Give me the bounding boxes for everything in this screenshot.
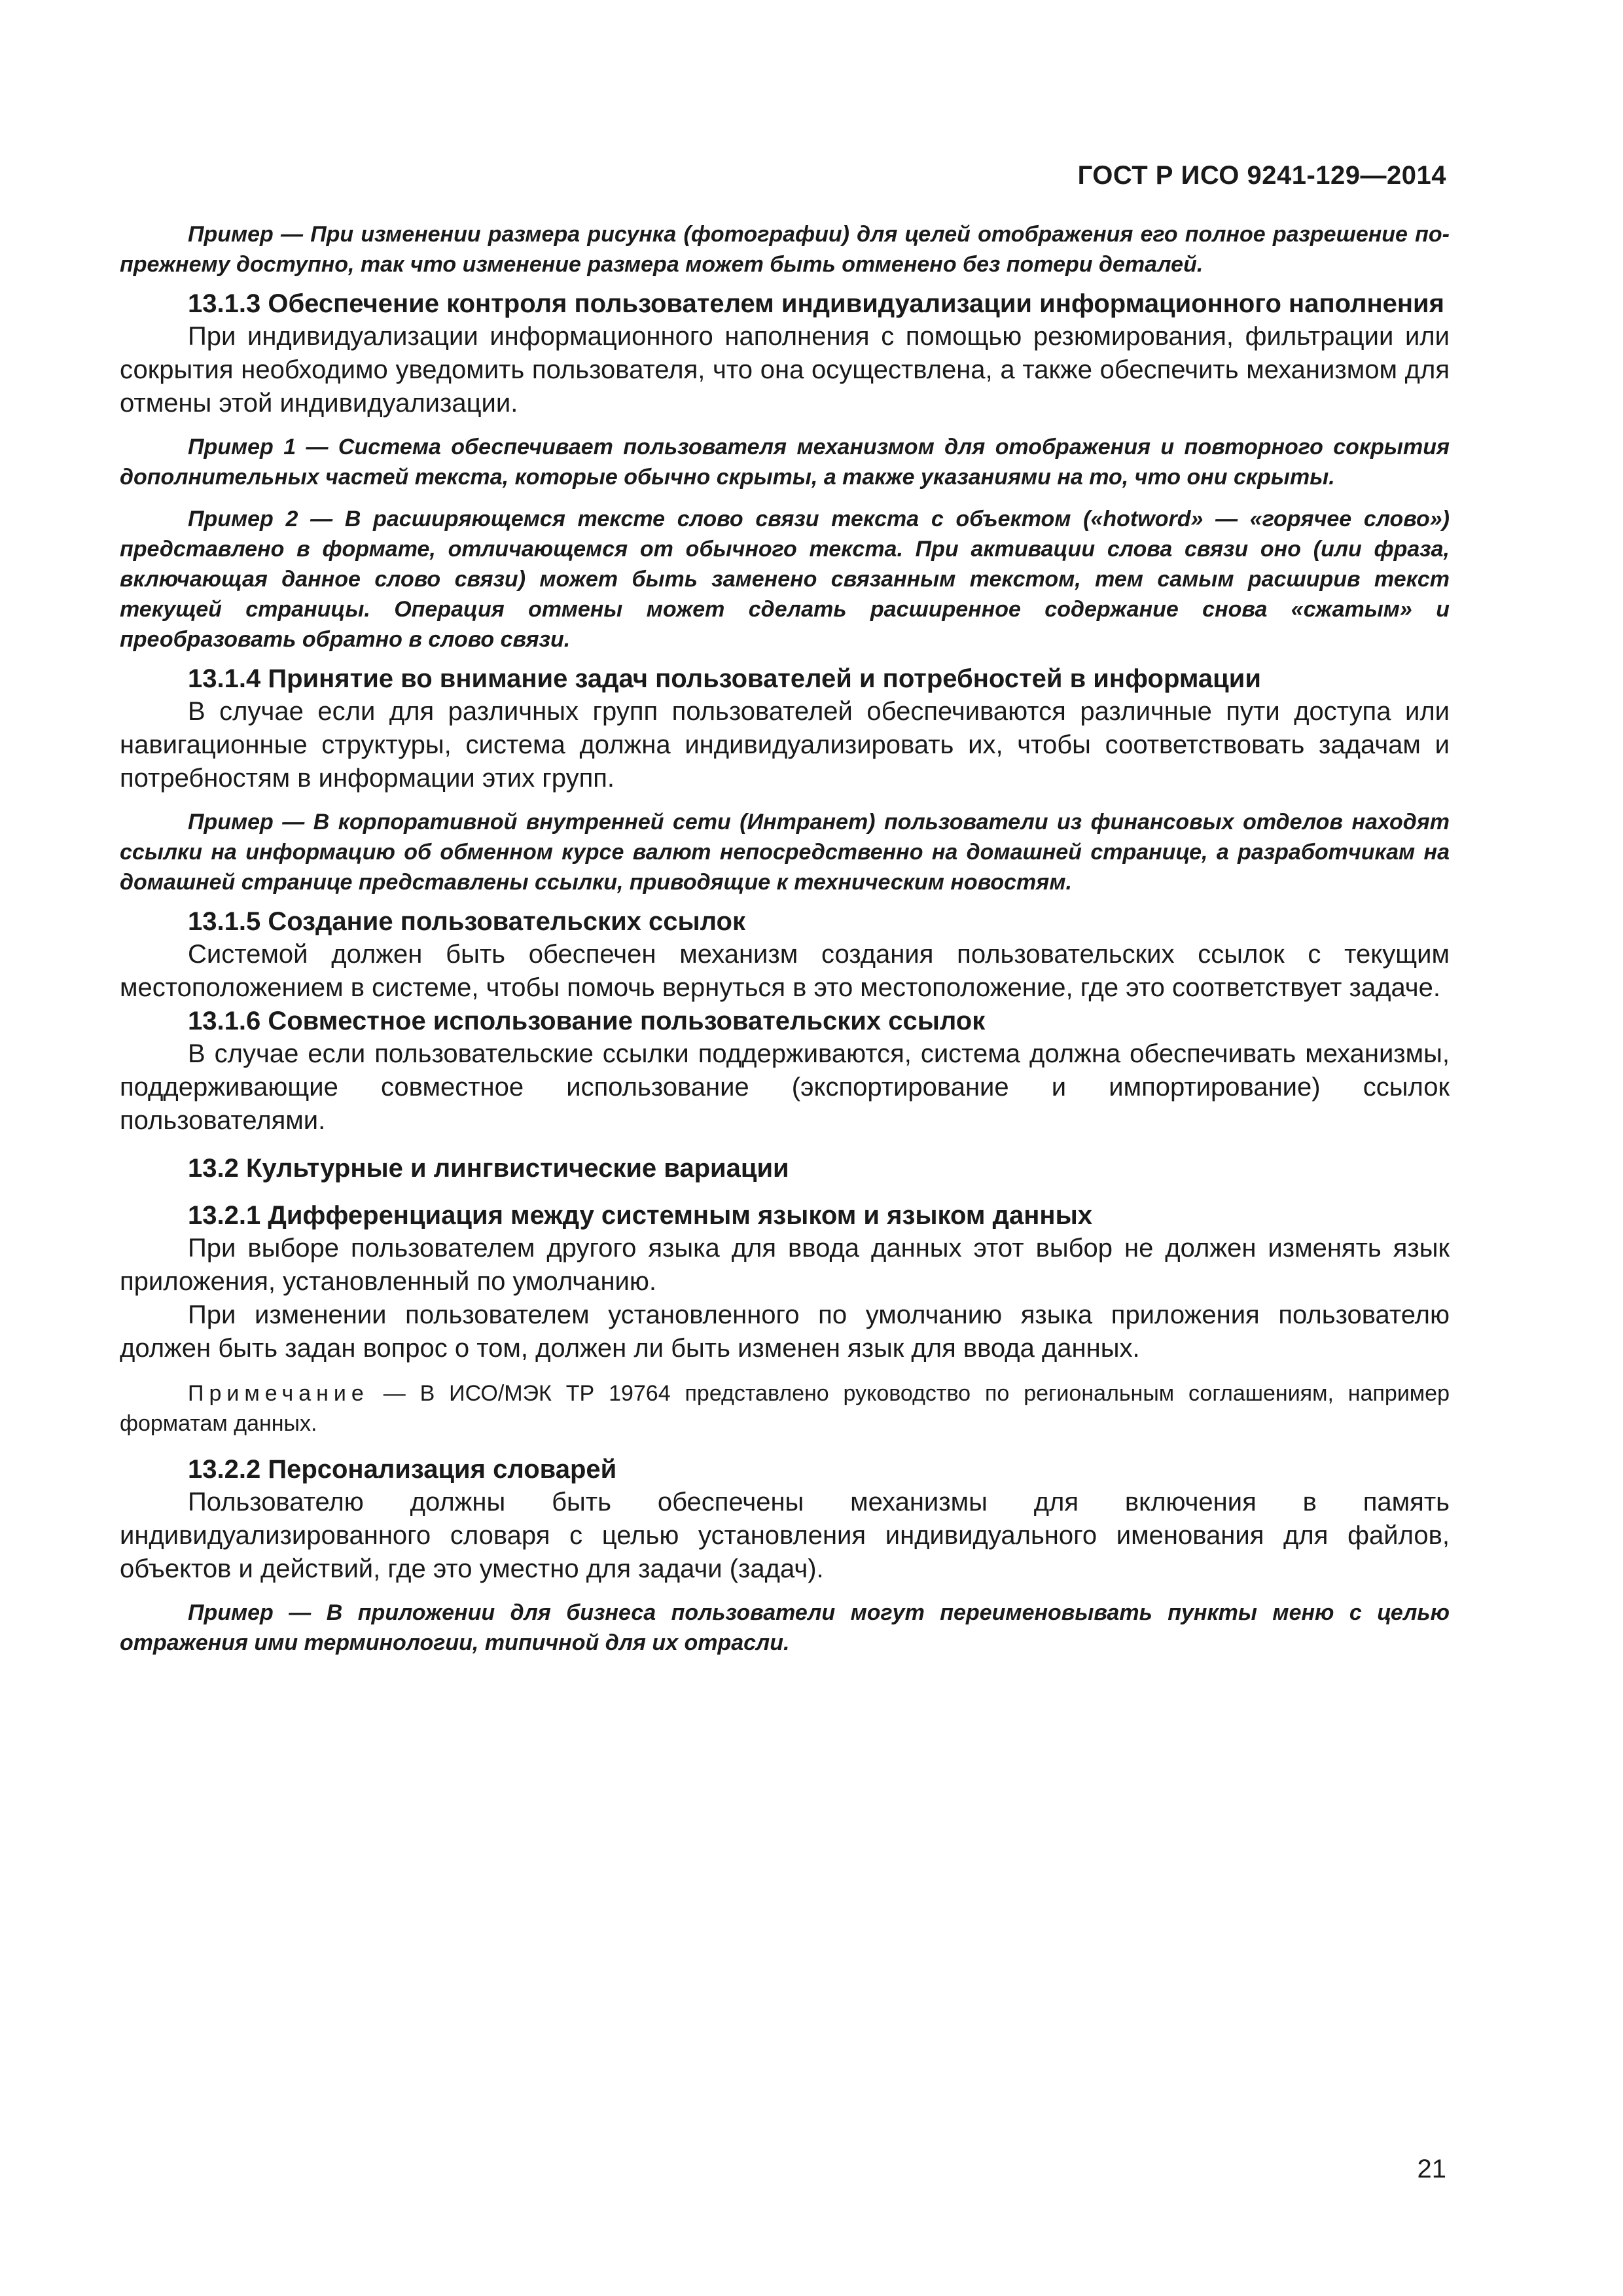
body-paragraph-13-1-4: В случае если для различных групп пользователей обеспечиваются различные пути доступа или навигационные структуры, система должна индивидуализировать их, чтобы соответствовать задачам и потребностям в информации этих групп. <box>120 697 1450 793</box>
note-paragraph <box>120 1378 1450 1439</box>
section-heading-13-1-3: 13.1.3 Обеспечение контроля пользователем индивидуализации информационного наполнения <box>188 289 1444 318</box>
body-paragraph-13-2-2: Пользователю должны быть обеспечены механизмы для включения в память индивидуализированного словаря с целью установления индивидуального именования для файлов, объектов и действий, где это уместно для задачи (задач). <box>120 1488 1450 1583</box>
section-heading-13-1-5: 13.1.5 Создание пользовательских ссылок <box>188 907 746 936</box>
page-number: 21 <box>1417 2155 1446 2183</box>
section-heading-13-2: 13.2 Культурные и лингвистические вариации <box>188 1154 789 1183</box>
body-paragraph-13-1-3: При индивидуализации информационного наполнения с помощью резюмирования, фильтрации или сокрытия необходимо уведомить пользователя, что она осуществлена, а также обеспечить механизмом для отмены этой индивидуализации. <box>120 322 1450 418</box>
example-paragraph-business: Пример — В приложении для бизнеса пользователи могут переименовывать пункты меню с целью отражения ими терминологии, типичной для их отрасли. <box>120 1600 1450 1655</box>
note-text: — В ИСО/МЭК ТР 19764 представлено руководство по региональным соглашениям, например форматам данных. <box>120 1381 1450 1436</box>
section-heading-13-2-2: 13.2.2 Персонализация словарей <box>188 1455 617 1484</box>
body-paragraph-13-2-1-a: При выборе пользователем другого языка для ввода данных этот выбор не должен изменять язык приложения, установленный по умолчанию. <box>120 1234 1450 1296</box>
body-paragraph-13-2-1-b: При изменении пользователем установленного по умолчанию языка приложения пользователю должен быть задан вопрос о том, должен ли быть изменен язык для ввода данных. <box>120 1300 1450 1363</box>
page-content <box>120 219 1450 1666</box>
body-paragraph-13-1-5: Системой должен быть обеспечен механизм создания пользовательских ссылок с текущим местоположением в системе, чтобы помочь вернуться в это местоположение, где это соответствует задаче. <box>120 940 1450 1002</box>
example-paragraph: Пример — При изменении размера рисунка (фотографии) для целей отображения его полное разрешение по-прежнему доступно, так что изменение размера может быть отменено без потери деталей. <box>120 222 1450 277</box>
body-paragraph-13-1-6: В случае если пользовательские ссылки поддерживаются, система должна обеспечивать механизмы, поддерживающие совместное использование (экспортирование и импортирование) ссылок пользователями. <box>120 1039 1450 1135</box>
document-code-header: ГОСТ Р ИСО 9241-129—2014 <box>1077 161 1446 190</box>
example-paragraph-intranet: Пример — В корпоративной внутренней сети (Интранет) пользователи из финансовых отделов находят ссылки на информацию об обменном курсе валют непосредственно на домашней странице, а разработчикам на домашней странице представлены ссылки, приводящие к техническим новостям. <box>120 810 1450 895</box>
example-1-paragraph: Пример 1 — Система обеспечивает пользователя механизмом для отображения и повторного сокрытия дополнительных частей текста, которые обычно скрыты, а также указаниями на то, что они скрыты. <box>120 435 1450 490</box>
note-label: Примечание <box>188 1381 369 1406</box>
section-heading-13-2-1: 13.2.1 Дифференциация между системным языком и языком данных <box>188 1201 1092 1230</box>
section-heading-13-1-6: 13.1.6 Совместное использование пользовательских ссылок <box>188 1007 986 1035</box>
example-2-paragraph: Пример 2 — В расширяющемся тексте слово связи текста с объектом («hotword» — «горячее слово») представлено в формате, отличающемся от обычного текста. При активации слова связи оно (или фраза, включающая данное слово связи) может быть заменено связанным текстом, тем самым расширив текст текущей страницы. Операция отмены может сделать расширенное содержание снова «сжатым» и преобразовать обратно в слово связи. <box>120 507 1450 652</box>
section-heading-13-1-4: 13.1.4 Принятие во внимание задач пользователей и потребностей в информации <box>188 664 1261 693</box>
